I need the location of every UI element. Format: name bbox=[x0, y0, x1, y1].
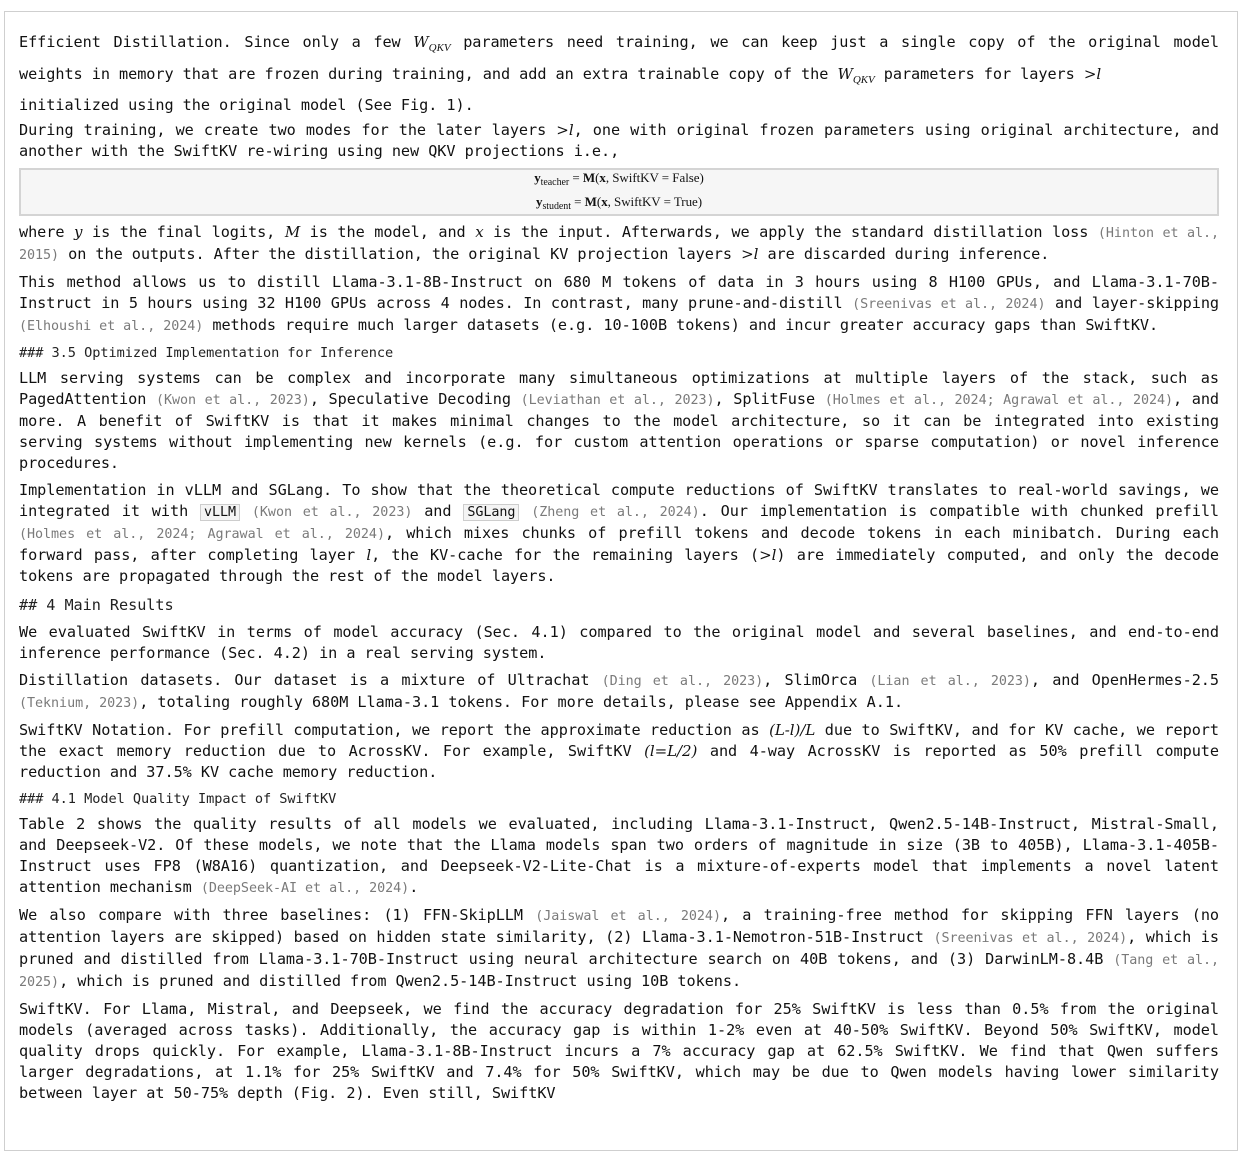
text: During training, we create two modes for the later layers bbox=[19, 120, 557, 139]
math-l: l bbox=[366, 545, 372, 564]
citation-link[interactable]: (Holmes et al., 2024; Agrawal et al., 2024) bbox=[824, 392, 1174, 408]
section-heading-4-1: ### 4.1 Model Quality Impact of SwiftKV bbox=[19, 790, 337, 807]
code-vllm: vLLM bbox=[200, 504, 240, 521]
math-M: M bbox=[284, 222, 301, 241]
citation-link[interactable]: (Zheng et al., 2024) bbox=[531, 504, 700, 520]
text: parameters for layers bbox=[874, 64, 1084, 83]
math-x: x bbox=[475, 222, 484, 241]
text: parameters need training, we can keep just a single copy of the original model weights in memory that are frozen during training, and add an extra trainable copy of the bbox=[19, 33, 1219, 83]
equation-teacher: $y_{teacher} = M(x$, SwiftKV = False) bbox=[534, 169, 704, 188]
math-gt-l: >l bbox=[759, 545, 777, 564]
section-heading-3-5: ### 3.5 Optimized Implementation for Inference bbox=[19, 344, 394, 361]
math-y: y bbox=[74, 222, 83, 241]
citation-link[interactable]: (DeepSeek-AI et al., 2024) bbox=[200, 880, 410, 896]
citation-link[interactable]: (Ding et al., 2023) bbox=[601, 673, 764, 689]
code-sglang: SGLang bbox=[463, 504, 519, 521]
text: , one with original frozen parameters using original architecture, and another with the SwiftKV re-wiring using new QKV projections i.e., bbox=[19, 120, 1220, 160]
math-gt-l: >l bbox=[556, 120, 574, 139]
citation-link[interactable]: (Jaiswal et al., 2024) bbox=[535, 908, 721, 924]
citation-link[interactable]: (Holmes et al., 2024; Agrawal et al., 2024) bbox=[19, 526, 385, 542]
document-panel bbox=[4, 11, 1238, 1151]
equation-block bbox=[19, 168, 1219, 216]
citation-link[interactable]: (Lian et al., 2023) bbox=[869, 673, 1031, 689]
paragraph-training-modes bbox=[19, 120, 1219, 162]
paragraph-distillation-datasets: Distillation datasets. Our dataset is a mixture of Ultrachat (Ding et al., 2023), SlimOrca (Lian et al., 2023), and OpenHermes-2.5 (Teknium, 2023), totaling roughly 680M Llama-3.1 tokens. For more details, please see Appendix A.1. bbox=[19, 670, 1219, 711]
text: Efficient Distillation. Since only a few bbox=[19, 33, 414, 51]
citation-link[interactable]: (Elhoushi et al., 2024) bbox=[19, 318, 204, 334]
paragraph-efficient-distillation bbox=[19, 30, 1219, 119]
citation-link[interactable]: (Sreenivas et al., 2024) bbox=[933, 930, 1128, 946]
text: initialized using the original model (See Fig. 1). bbox=[19, 96, 474, 114]
paragraph-swiftkv-results: SwiftKV. For Llama, Mistral, and Deepseek, we find the accuracy degradation for 25% SwiftKV is less than 0.5% from the original models (averaged across tasks). Additionally, the accuracy gap is within 1-2% even at 40-50% SwiftKV. Beyond 50% SwiftKV, model quality drops quickly. For example, Llama-3.1-8B-Instruct incurs a 7% accuracy gap at 62.5% SwiftKV. We find that Qwen suffers larger degradations, at 1.1% for 25% SwiftKV and 7.4% for 50% SwiftKV, which may be due to Qwen models having lower similarity between layer at 50-75% depth (Fig. 2). Even still, SwiftKV bbox=[19, 999, 1219, 1102]
citation-link[interactable]: (Teknium, 2023) bbox=[19, 695, 140, 711]
section-heading-4: ## 4 Main Results bbox=[19, 595, 174, 614]
math-l-equals-half: (l=L/2) bbox=[644, 741, 698, 760]
paragraph-main-results: We evaluated SwiftKV in terms of model accuracy (Sec. 4.1) compared to the original model and several baselines, and end-to-end inference performance (Sec. 4.2) in a real serving system. bbox=[19, 622, 1219, 662]
citation-link[interactable]: (Hinton et al., 2015) bbox=[19, 225, 1219, 263]
citation-link[interactable]: (Leviathan et al., 2023) bbox=[520, 392, 715, 408]
paragraph-table-2: Table 2 shows the quality results of all models we evaluated, including Llama-3.1-Instruct, Qwen2.5-14B-Instruct, Mistral-Small, and Deepseek-V2. Of these models, we note that the Llama models span two orders of magnitude in size (3B to 405B), Llama-3.1-405B-Instruct uses FP8 (W8A16) quantization, and Deepseek-V2-Lite-Chat is a mixture-of-experts model that implements a novel latent attention mechanism (DeepSeek-AI et al., 2024). bbox=[19, 814, 1219, 896]
equation-student: $y_{student} = M(x$, SwiftKV = True) bbox=[535, 193, 703, 212]
citation-link[interactable]: (Kwon et al., 2023) bbox=[251, 504, 413, 520]
citation-link[interactable]: (Sreenivas et al., 2024) bbox=[852, 296, 1046, 312]
paragraph-distillation-loss: where y is the final logits, M is the model, and x is the input. Afterwards, we apply the standard distillation loss (Hinton et al., 2015) on the outputs. After the distillation, the original KV projection layers >l are discarded during inference. bbox=[19, 222, 1219, 263]
paragraph-llm-serving: LLM serving systems can be complex and incorporate many simultaneous optimizations at multiple layers of the stack, such as PagedAttention (Kwon et al., 2023), Speculative Decoding (Leviathan et al., 2023), SplitFuse (Holmes et al., 2024; Agrawal et al., 2024), and more. A benefit of SwiftKV is that it makes minimal changes to the model architecture, so it can be integrated into existing serving systems without implementing new kernels (e.g. for custom attention operations or sparse computation) or novel inference procedures. bbox=[19, 368, 1220, 472]
citation-link[interactable]: (Tang et al., 2025) bbox=[19, 952, 1219, 990]
math-reduction-formula: (L-l)/L bbox=[769, 720, 816, 739]
math-gt-l: >l bbox=[741, 244, 759, 263]
paragraph-implementation: Implementation in vLLM and SGLang. To show that the theoretical compute reductions of SwiftKV translates to real-world savings, we integrated it with vLLM (Kwon et al., 2023) and SGLang (Zheng et al., 2024). Our implementation is compatible with chunked prefill (Holmes et al., 2024; Agrawal et al., 2024), which mixes chunks of prefill tokens and decode tokens in each minibatch. During each forward pass, after completing layer l, the KV-cache for the remaining layers (>l) are immediately computed, and only the decode tokens are propagated through the rest of the model layers. bbox=[19, 480, 1220, 585]
math-gt-l: >l bbox=[1083, 64, 1102, 83]
paragraph-swiftkv-notation: SwiftKV Notation. For prefill computation, we report the approximate reduction as (L-l)/L due to SwiftKV, and for KV cache, we report the exact memory reduction due to AcrossKV. For example, SwiftKV (l=L/2) and 4-way AcrossKV is reported as 50% prefill compute reduction and 37.5% KV cache memory reduction. bbox=[19, 720, 1219, 781]
paragraph-distill-cost: This method allows us to distill Llama-3.1-8B-Instruct on 680 M tokens of data in 3 hours using 8 H100 GPUs, and Llama-3.1-70B-Instruct in 5 hours using 32 H100 GPUs across 4 nodes. In contrast, many prune-and-distill (Sreenivas et al., 2024) and layer-skipping (Elhoushi et al., 2024) methods require much larger datasets (e.g. 10-100B tokens) and incur greater accuracy gaps than SwiftKV. bbox=[19, 272, 1220, 334]
math-w-qkv: $W_{QKV}$ bbox=[837, 64, 875, 86]
paragraph-baselines: We also compare with three baselines: (1) FFN-SkipLLM (Jaiswal et al., 2024), a training-free method for skipping FFN layers (no attention layers are skipped) based on hidden state similarity, (2) Llama-3.1-Nemotron-51B-Instruct (Sreenivas et al., 2024), which is pruned and distilled from Llama-3.1-70B-Instruct using neural architecture search on 40B tokens, and (3) DarwinLM-8.4B (Tang et al., 2025), which is pruned and distilled from Qwen2.5-14B-Instruct using 10B tokens. bbox=[19, 905, 1220, 990]
math-w-qkv: $W_{QKV}$ bbox=[413, 33, 451, 54]
citation-link[interactable]: (Kwon et al., 2023) bbox=[155, 392, 310, 408]
